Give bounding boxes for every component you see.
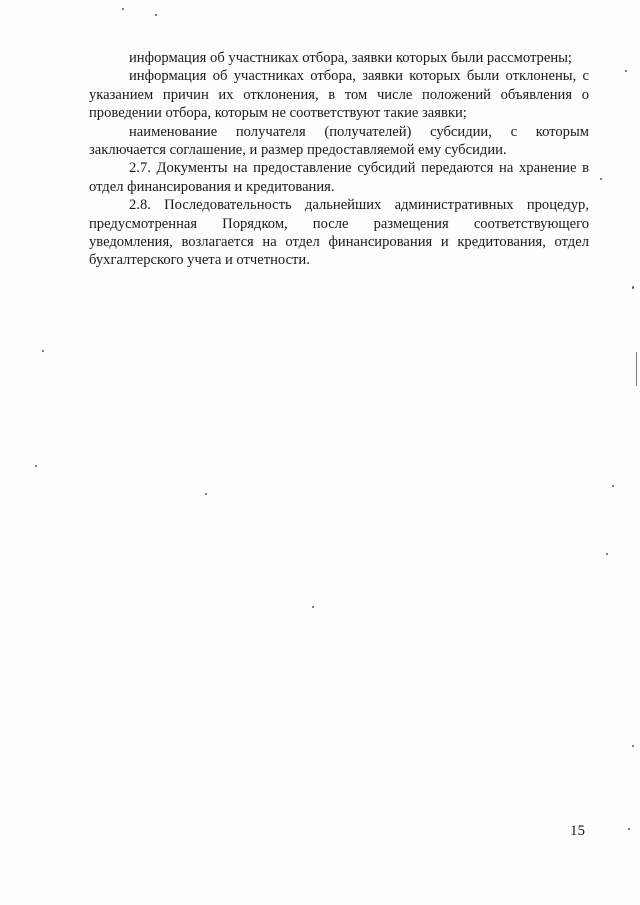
scan-speck xyxy=(612,485,614,487)
scan-speck xyxy=(600,178,602,180)
document-body xyxy=(89,49,589,270)
paragraph-2-7: 2.7. Документы на предоставление субсидий передаются на хранение в отдел финансирования и кредитования. xyxy=(89,160,589,195)
page-number: 15 xyxy=(570,823,585,839)
scan-speck xyxy=(122,8,124,10)
paragraph-considered-applications: информация об участниках отбора, заявки которых были рассмотрены; xyxy=(129,50,572,66)
scan-speck xyxy=(625,70,627,72)
paragraph-2-8: 2.8. Последовательность дальнейших административных процедур, предусмотренная Порядком, после размещения соответствующего уведомления, возлагается на отдел финансирования и кредитования, отдел бухгалтерского учета и отчетности. xyxy=(89,197,589,269)
scan-speck xyxy=(205,493,207,495)
scan-speck xyxy=(632,286,634,289)
scan-speck xyxy=(42,350,44,352)
scan-edge-mark xyxy=(636,352,637,386)
scan-speck xyxy=(632,745,634,747)
scan-speck xyxy=(35,465,37,467)
scan-speck xyxy=(628,828,630,830)
paragraph-rejected-applications: информация об участниках отбора, заявки которых были отклонены, с указанием причин их отклонения, в том числе положений объявления о проведении отбора, которым не соответствуют такие заявки; xyxy=(89,68,589,122)
scan-speck xyxy=(312,606,314,608)
scan-speck xyxy=(606,553,608,555)
scan-speck xyxy=(155,14,157,16)
paragraph-subsidy-recipient: наименование получателя (получателей) субсидии, с которым заключается соглашение, и размер предоставляемой ему субсидии. xyxy=(89,123,589,159)
